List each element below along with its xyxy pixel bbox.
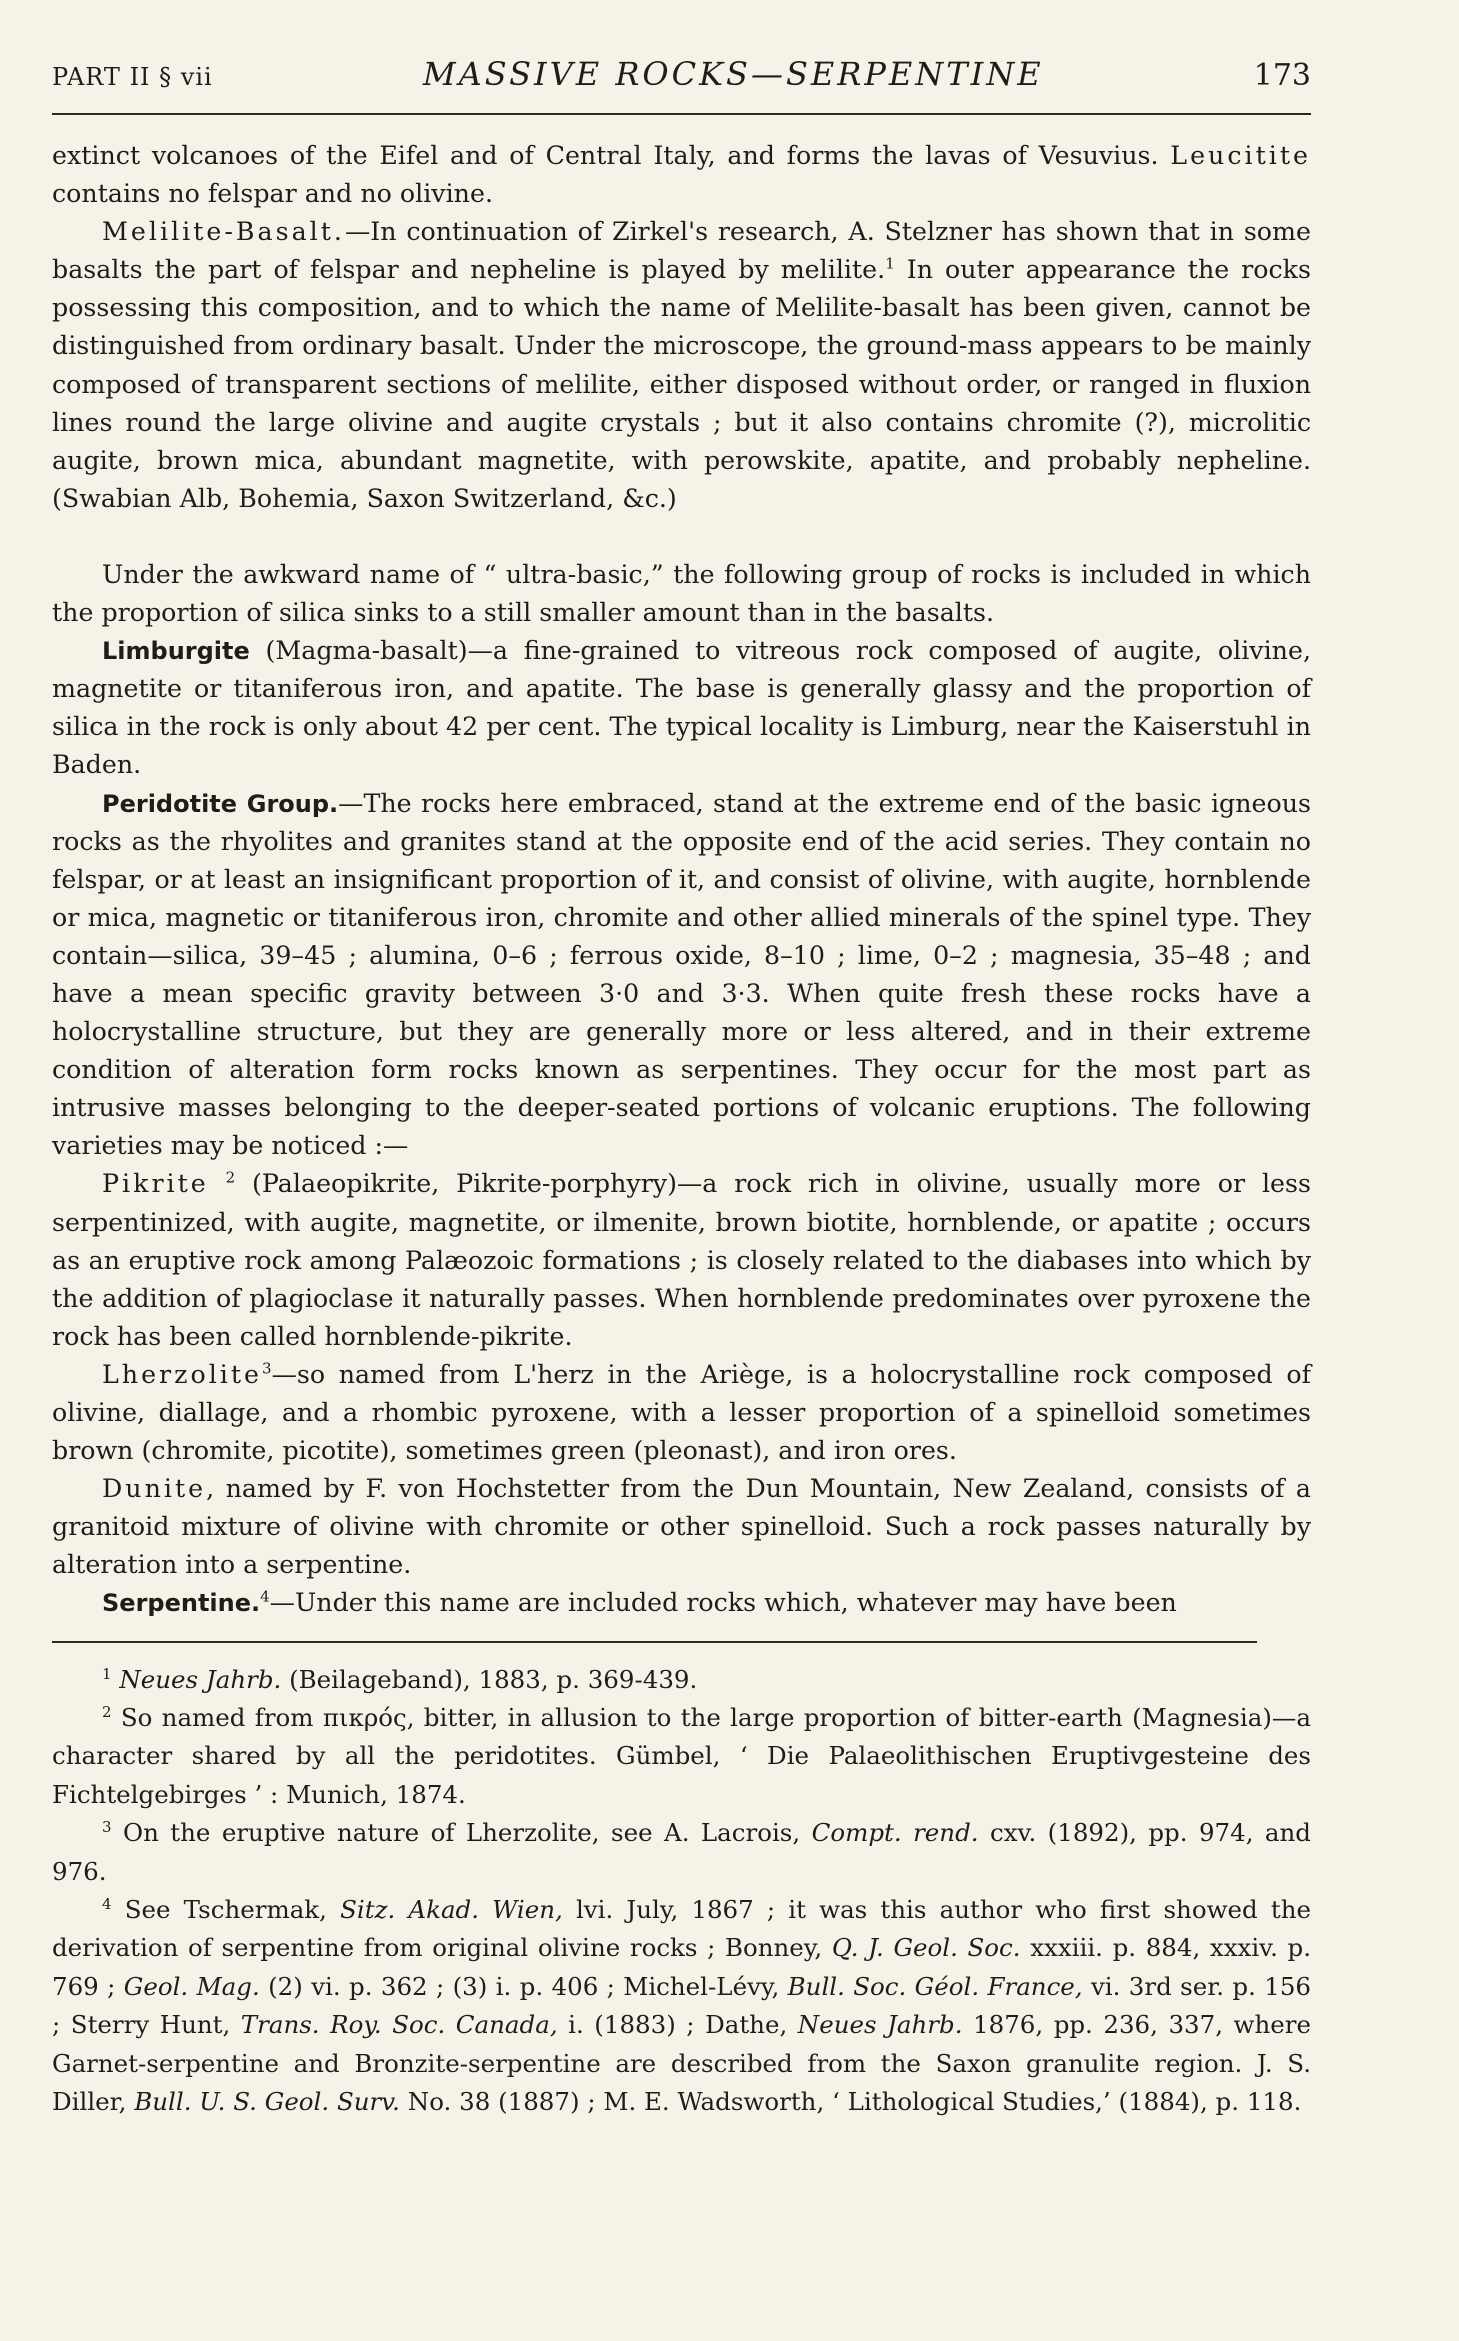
term-peridotite-group: Peridotite Group. — [102, 789, 339, 818]
footnote-1: $^1$ Neues Jahrb. (Beilageband), 1883, p. 369-439. — [102, 1664, 698, 1694]
page-number: 173 — [1253, 58, 1311, 93]
footnote-ref: 3 — [262, 1359, 272, 1378]
term-lherzolite: Lherzolite — [102, 1359, 263, 1389]
paragraph-melilite-basalt: Melilite-Basalt.—In continuation of Zirkel's research, A. Stelzner has shown that in some basalts the part of felspar and nepheline is played by melilite.$^1$ In outer appearance the rocks possessing this composition, and to which the name of Melilite-basalt has been given, cannot be distinguished from ordinary basalt. Under the microscope, the ground-mass appears to be mainly composed of transparent sections of melilite, either disposed without order, or ranged in fluxion lines round the large olivine and augite crystals ; but it also contains chromite (?), microlitic augite, brown mica, abundant magnetite, with perowskite, apatite, and probably nepheline. (Swabian Alb, Bohemia, Saxon Switzerland, &c.) — [52, 217, 1311, 513]
footnote-divider — [52, 1641, 1257, 1643]
section-label: PART II § vii — [52, 63, 213, 91]
running-head — [52, 52, 1311, 115]
term-leucitite: Leucitite — [1170, 141, 1311, 170]
footnote-3: $^3$ On the eruptive nature of Lherzolite, see A. Lacrois, Compt. rend. cxv. (1892), pp. 974, and 976. — [52, 1818, 1311, 1886]
footnote-ref: 2 — [225, 1169, 236, 1188]
body-text — [52, 137, 1311, 1623]
page-title: MASSIVE ROCKS—SERPENTINE — [422, 55, 1044, 93]
paragraph-lherzolite: Lherzolite$^3$—so named from L'herz in the Ariège, is a holocrystalline rock composed of olivine, diallage, and a rhombic pyroxene, with a lesser proportion of a spinelloid sometimes brown (chromite, picotite), sometimes green (pleonast), and iron ores. — [52, 1359, 1311, 1466]
footnote-4: $^4$ See Tschermak, Sitz. Akad. Wien, lvi. July, 1867 ; it was this author who first showed the derivation of serpentine from original olivine rocks ; Bonney, Q. J. Geol. Soc. xxxiii. p. 884, xxxiv. p. 769 ; Geol. Mag. (2) vi. p. 362 ; (3) i. p. 406 ; Michel-Lévy, Bull. Soc. Géol. France, vi. 3rd ser. p. 156 ; Sterry Hunt, Trans. Roy. Soc. Canada, i. (1883) ; Dathe, Neues Jahrb. 1876, pp. 236, 337, where Garnet-serpentine and Bronzite-serpentine are described from the Saxon granulite region. J. S. Diller, Bull. U. S. Geol. Surv. No. 38 (1887) ; M. E. Wadsworth, ‘ Lithological Studies,’ (1884), p. 118. — [52, 1894, 1311, 2117]
paragraph-dunite: Dunite, named by F. von Hochstetter from the Dun Mountain, New Zealand, consists of a granitoid mixture of olivine with chromite or other spinelloid. Such a rock passes naturally by alteration into a serpentine. — [52, 1474, 1311, 1580]
term-pikrite: Pikrite — [102, 1169, 209, 1199]
paragraph-peridotite: Peridotite Group.—The rocks here embraced, stand at the extreme end of the basic igneous rocks as the rhyolites and granites stand at the opposite end of the acid series. They contain no felspar, or at least an insignificant proportion of it, and consist of olivine, with augite, hornblende or mica, magnetic or titaniferous iron, chromite and other allied minerals of the spinel type. They contain—silica, 39–45 ; alumina, 0–6 ; ferrous oxide, 8–10 ; lime, 0–2 ; magnesia, 35–48 ; and have a mean specific gravity between 3·0 and 3·3. When quite fresh these rocks have a holocrystalline structure, but they are generally more or less altered, and in their extreme condition of alteration form rocks known as serpentines. They occur for the most part as intrusive masses belonging to the deeper-seated portions of volcanic eruptions. The following varieties may be noticed :— — [52, 788, 1311, 1161]
paragraph-pikrite: Pikrite $^2$ (Palaeopikrite, Pikrite-porphyry)—a rock rich in olivine, usually more or less serpentinized, with augite, magnetite, or ilmenite, brown biotite, hornblende, or apatite ; occurs as an eruptive rock among Palæozoic formations ; is closely related to the diabases into which by the addition of plagioclase it naturally passes. When hornblende predominates over pyroxene the rock has been called hornblende-pikrite. — [52, 1169, 1311, 1351]
term-dunite: Dunite — [102, 1474, 207, 1504]
footnote-2: $^2$ So named from πικρός, bitter, in allusion to the large proportion of bitter-earth (Magnesia)—a character shared by all the peridotites. Gümbel, ‘ Die Palaeolithischen Eruptivgesteine des Fichtelgebirges ’ : Munich, 1874. — [52, 1702, 1311, 1809]
paragraph-limburgite: Limburgite (Magma-basalt)—a fine-grained to vitreous rock composed of augite, olivine, magnetite or titaniferous iron, and apatite. The base is generally glassy and the proportion of silica in the rock is only about 42 per cent. The typical locality is Limburg, near the Kaiserstuhl in Baden. — [52, 636, 1311, 780]
term-serpentine: Serpentine. — [102, 1589, 261, 1618]
paragraph-ultra-basic: Under the awkward name of “ ultra-basic,” the following group of rocks is included in which the proportion of silica sinks to a still smaller amount than in the basalts. — [52, 559, 1311, 628]
term-melilite-basalt: Melilite-Basalt. — [102, 217, 345, 247]
footnotes — [52, 1661, 1311, 2122]
footnote-ref: 1 — [885, 254, 895, 273]
paragraph-serpentine: Serpentine.$^4$—Under this name are included rocks which, whatever may have been — [102, 1588, 1177, 1618]
term-limburgite: Limburgite — [102, 637, 250, 666]
paragraph-leucitite: extinct volcanoes of the Eifel and of Central Italy, and forms the lavas of Vesuvius. Leucitite contains no felspar and no olivine. — [52, 141, 1311, 209]
footnote-ref: 4 — [260, 1588, 270, 1607]
